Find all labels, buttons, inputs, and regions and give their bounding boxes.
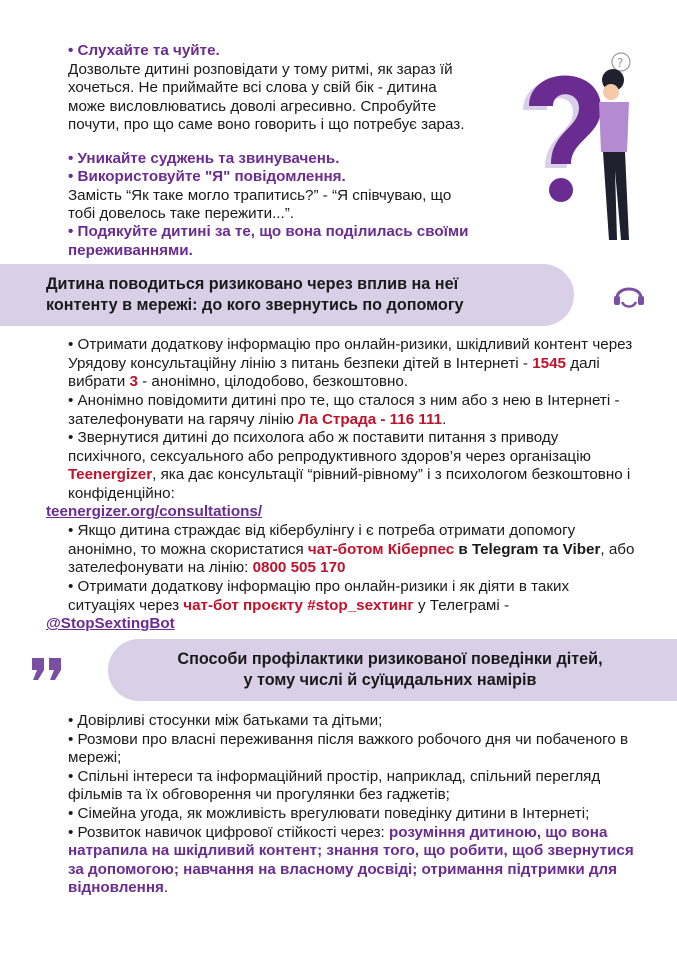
banner-title-line: Способи профілактики ризикованої поведінки дітей,: [177, 650, 603, 668]
tip-thank: [46, 223, 476, 260]
list-item: • Розвиток навичок цифрової стійкості через: розуміння дитиною, що вона натрапила на шкідливий контент; знання того, що робити, щоб звернутися за допомогою; навчання на власному досвіді; отримання підтримки для відновлення.: [46, 824, 636, 898]
tip-listen: [46, 42, 476, 135]
banner-title-line: у тому числі й суїцидальних намірів: [243, 671, 537, 689]
teenergizer-link[interactable]: teenergizer.org/consultations/: [46, 503, 263, 521]
svg-text:?: ?: [617, 56, 624, 70]
section-banner-prevention: [108, 639, 677, 701]
help-item-teenergizer: • Звернутися дитині до психолога або ж поставити питання з приводу психічного, сексуального або репродуктивного здоров’я через організацію Teenergizer, яка дає консультації “рівний-рівному” і з психологом безкоштовно і конфіденційно: teenergizer.org/consultations/: [46, 429, 636, 522]
list-item: • Довірливі стосунки між батьками та дітьми;: [46, 712, 636, 731]
tip-body: Дозвольте дитині розповідати у тому ритмі, як зараз їй хочеться. Не приймайте всі слова у свій бік - дитина може висловлюватись доволі агресивно. Спробуйте почути, про що саме воно говорить і що потребує зараз.: [68, 60, 465, 134]
hotline-number: 1545: [532, 354, 566, 372]
question-person-illustration: [505, 40, 655, 250]
stop-sexting-bot: чат-бот проєкту #stop_sexтинг: [183, 596, 414, 614]
banner-title-line: контенту в мережі: до кого звернутись по допомогу: [46, 296, 464, 314]
prevention-list: [46, 712, 636, 898]
tip-no-judgement: [46, 150, 476, 169]
la-strada-number: Ла Страда - 116 111: [298, 410, 443, 428]
headset-icon: [612, 280, 646, 310]
tip-title: • Використовуйте "Я" повідомлення.: [46, 168, 476, 187]
tip-i-messages: [46, 168, 476, 224]
tip-title: • Подякуйте дитині за те, що вона поділилась своїми переживаннями.: [46, 223, 476, 260]
digital-resilience-highlight: розуміння дитиною, що вона натрапила на шкідливий контент; знання того, що робити, щоб звернутися за допомогою; навчання на власному досвіді; отримання підтримки для відновлення: [68, 823, 634, 897]
section-banner-help: [0, 264, 574, 326]
kiberpes-bot: чат-ботом Кіберпес: [307, 540, 455, 558]
teenergizer-org: Teenergizer: [68, 466, 153, 484]
help-item-hotline: • Отримати додаткову інформацію про онлайн-ризики, шкідливий контент через Урядову консультаційну лінію з питань безпеки дітей в Інтернеті - 1545 далі вибрати 3 - анонімно, цілодобово, безкоштовно.: [46, 336, 636, 392]
tip-title: • Слухайте та чуйте.: [46, 42, 476, 61]
hotline-option: 3: [129, 373, 138, 391]
kiberpes-phone: 0800 505 170: [252, 559, 346, 577]
stop-sexting-handle[interactable]: @StopSextingBot: [46, 615, 175, 633]
tip-body: Замість “Як таке могло трапитись?” - “Я співчуваю, що тобі довелось таке пережити...”.: [68, 186, 452, 223]
tip-title: • Уникайте суджень та звинувачень.: [46, 150, 476, 169]
banner-title-line: Дитина поводиться ризиковано через вплив на неї: [46, 275, 459, 293]
help-item-kiberpes: • Якщо дитина страждає від кібербулінгу і є потреба отримати допомогу анонімно, то можна скористатися чат-ботом Кіберпес в Telegram та Viber, або зателефонувати на лінію: 0800 505 170: [46, 522, 636, 578]
list-item: • Розмови про власні переживання після важкого робочого дня чи побаченого в мережі;: [46, 731, 636, 768]
help-item-stop-sexting: • Отримати додаткову інформацію про онлайн-ризики і як діяти в таких ситуаціях через чат-бот проєкту #stop_sexтинг у Телеграмі - @StopSextingBot: [46, 578, 636, 634]
help-item-la-strada: • Анонімно повідомити дитині про те, що сталося з ним або з нею в Інтернеті - зателефонувати на гарячу лінію Ла Страда - 116 111.: [46, 392, 636, 429]
list-item: • Спільні інтереси та інформаційний простір, наприклад, спільний перегляд фільмів та їх обговорення чи прогулянки без гаджетів;: [46, 768, 636, 805]
quote-icon: [30, 656, 64, 682]
list-item: • Сімейна угода, як можливість врегулювати поведінку дитини в Інтернеті;: [46, 805, 636, 824]
